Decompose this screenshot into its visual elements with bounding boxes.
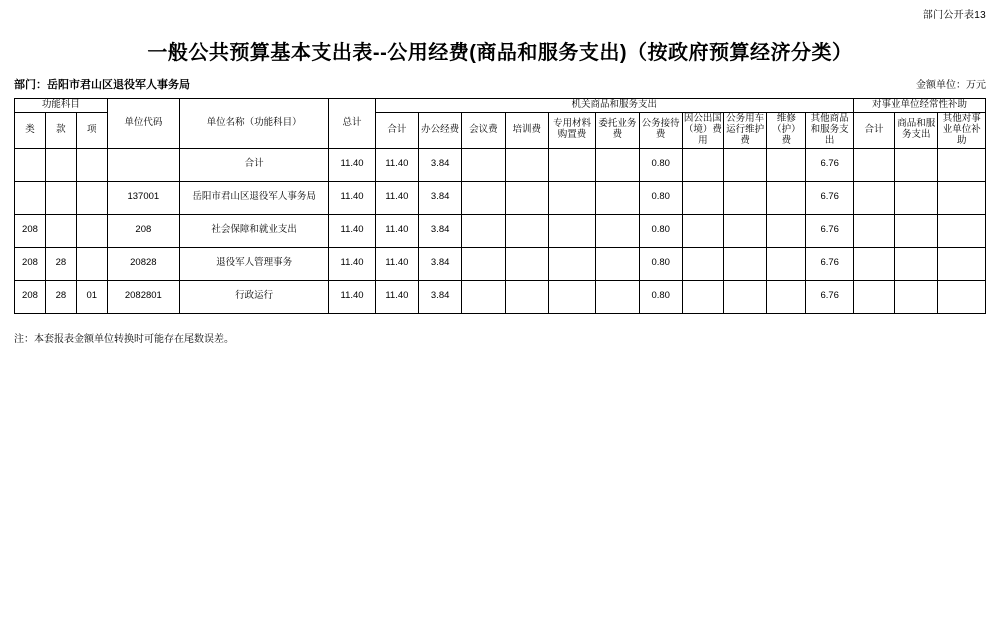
cell-other-goods: 6.76 [806,247,853,280]
cell-total: 11.40 [329,280,375,313]
cell-office: 3.84 [419,214,462,247]
cell-lei: 208 [15,247,46,280]
cell-goods-total: 11.40 [375,247,418,280]
cell-training [505,214,548,247]
cell-subsidy-other [938,214,986,247]
header-subsidy-group: 对事业单位经常性补助 [853,99,985,113]
header-other-goods: 其他商品和服务支出 [806,112,853,148]
cell-total: 11.40 [329,214,375,247]
cell-other-goods: 6.76 [806,148,853,181]
header-subsidy-other: 其他对事业单位补助 [938,112,986,148]
meta-row [14,76,986,92]
form-code-label: 部门公开表13 [922,10,986,21]
cell-special-material [548,148,595,181]
cell-meeting [462,181,505,214]
header-goods-group: 机关商品和服务支出 [375,99,853,113]
cell-kuan: 28 [45,247,76,280]
cell-subsidy-goods [895,181,938,214]
cell-reception: 0.80 [639,214,682,247]
cell-unit-code: 137001 [107,181,179,214]
cell-meeting [462,214,505,247]
cell-kuan: 28 [45,280,76,313]
cell-abroad [682,214,723,247]
department-name: 岳阳市君山区退役军人事务局 [47,79,190,91]
cell-xiang [76,214,107,247]
cell-goods-total: 11.40 [375,181,418,214]
cell-repair [767,214,806,247]
cell-repair [767,148,806,181]
cell-subsidy-total [853,280,894,313]
cell-vehicle [724,148,767,181]
cell-kuan [45,181,76,214]
cell-xiang [76,181,107,214]
header-unit-code: 单位代码 [107,99,179,149]
cell-subsidy-other [938,247,986,280]
cell-abroad [682,148,723,181]
cell-reception: 0.80 [639,181,682,214]
footnote: 注：本套报表金额单位转换时可能存在尾数误差。 [14,334,234,345]
cell-entrust [596,148,639,181]
cell-vehicle [724,214,767,247]
cell-special-material [548,280,595,313]
cell-subsidy-goods [895,148,938,181]
header-lei: 类 [15,112,46,148]
cell-meeting [462,247,505,280]
cell-unit-code: 2082801 [107,280,179,313]
cell-goods-total: 11.40 [375,148,418,181]
table-row [15,280,986,313]
cell-abroad [682,280,723,313]
header-subsidy-goods: 商品和服务支出 [895,112,938,148]
cell-subsidy-total [853,247,894,280]
department-line [14,76,190,92]
cell-reception: 0.80 [639,280,682,313]
cell-xiang: 01 [76,280,107,313]
cell-unit-name: 退役军人管理事务 [179,247,328,280]
header-abroad: 因公出国（境）费用 [682,112,723,148]
cell-entrust [596,280,639,313]
cell-subsidy-goods [895,214,938,247]
budget-table [14,98,986,314]
cell-office: 3.84 [419,247,462,280]
cell-unit-name: 社会保障和就业支出 [179,214,328,247]
header-kuan: 款 [45,112,76,148]
cell-special-material [548,214,595,247]
cell-reception: 0.80 [639,148,682,181]
cell-office: 3.84 [419,181,462,214]
cell-total: 11.40 [329,181,375,214]
header-training: 培训费 [505,112,548,148]
header-total: 总计 [329,99,375,149]
header-reception: 公务接待费 [639,112,682,148]
cell-subsidy-other [938,280,986,313]
cell-abroad [682,181,723,214]
cell-vehicle [724,247,767,280]
header-office: 办公经费 [419,112,462,148]
cell-lei: 208 [15,214,46,247]
cell-training [505,247,548,280]
cell-goods-total: 11.40 [375,214,418,247]
cell-unit-code [107,148,179,181]
cell-lei [15,181,46,214]
cell-subsidy-total [853,181,894,214]
cell-unit-code: 20828 [107,247,179,280]
cell-repair [767,181,806,214]
cell-entrust [596,181,639,214]
header-xiang: 项 [76,112,107,148]
cell-subsidy-total [853,214,894,247]
header-repair: 维修（护）费 [767,112,806,148]
cell-repair [767,247,806,280]
cell-goods-total: 11.40 [375,280,418,313]
cell-kuan [45,148,76,181]
header-subsidy-total: 合计 [853,112,894,148]
cell-reception: 0.80 [639,247,682,280]
page-title: 一般公共预算基本支出表--公用经费(商品和服务支出)（按政府预算经济分类） [147,42,853,64]
header-entrust: 委托业务费 [596,112,639,148]
department-label: 部门： [14,79,47,91]
header-meeting: 会议费 [462,112,505,148]
cell-abroad [682,247,723,280]
cell-other-goods: 6.76 [806,214,853,247]
table-head [15,99,986,149]
table-row [15,181,986,214]
cell-vehicle [724,280,767,313]
cell-entrust [596,214,639,247]
cell-subsidy-other [938,148,986,181]
header-vehicle: 公务用车运行维护费 [724,112,767,148]
cell-training [505,148,548,181]
cell-lei [15,148,46,181]
cell-vehicle [724,181,767,214]
cell-training [505,280,548,313]
cell-entrust [596,247,639,280]
header-row-1 [15,99,986,113]
cell-other-goods: 6.76 [806,280,853,313]
cell-unit-code: 208 [107,214,179,247]
cell-other-goods: 6.76 [806,181,853,214]
cell-unit-name: 合计 [179,148,328,181]
cell-xiang [76,148,107,181]
table-row [15,247,986,280]
cell-repair [767,280,806,313]
table-row [15,148,986,181]
table-body [15,148,986,313]
cell-meeting [462,280,505,313]
cell-unit-name: 行政运行 [179,280,328,313]
cell-subsidy-goods [895,247,938,280]
header-unit-name: 单位名称（功能科目） [179,99,328,149]
cell-special-material [548,181,595,214]
cell-meeting [462,148,505,181]
cell-subsidy-total [853,148,894,181]
cell-lei: 208 [15,280,46,313]
cell-office: 3.84 [419,280,462,313]
cell-special-material [548,247,595,280]
cell-total: 11.40 [329,148,375,181]
header-goods-total: 合计 [375,112,418,148]
cell-subsidy-goods [895,280,938,313]
cell-kuan [45,214,76,247]
amount-unit-label: 金额单位：万元 [916,80,986,91]
cell-xiang [76,247,107,280]
cell-unit-name: 岳阳市君山区退役军人事务局 [179,181,328,214]
cell-subsidy-other [938,181,986,214]
cell-training [505,181,548,214]
cell-total: 11.40 [329,247,375,280]
table-row [15,214,986,247]
header-function-group: 功能科目 [15,99,108,113]
header-special-material: 专用材料购置费 [548,112,595,148]
cell-office: 3.84 [419,148,462,181]
